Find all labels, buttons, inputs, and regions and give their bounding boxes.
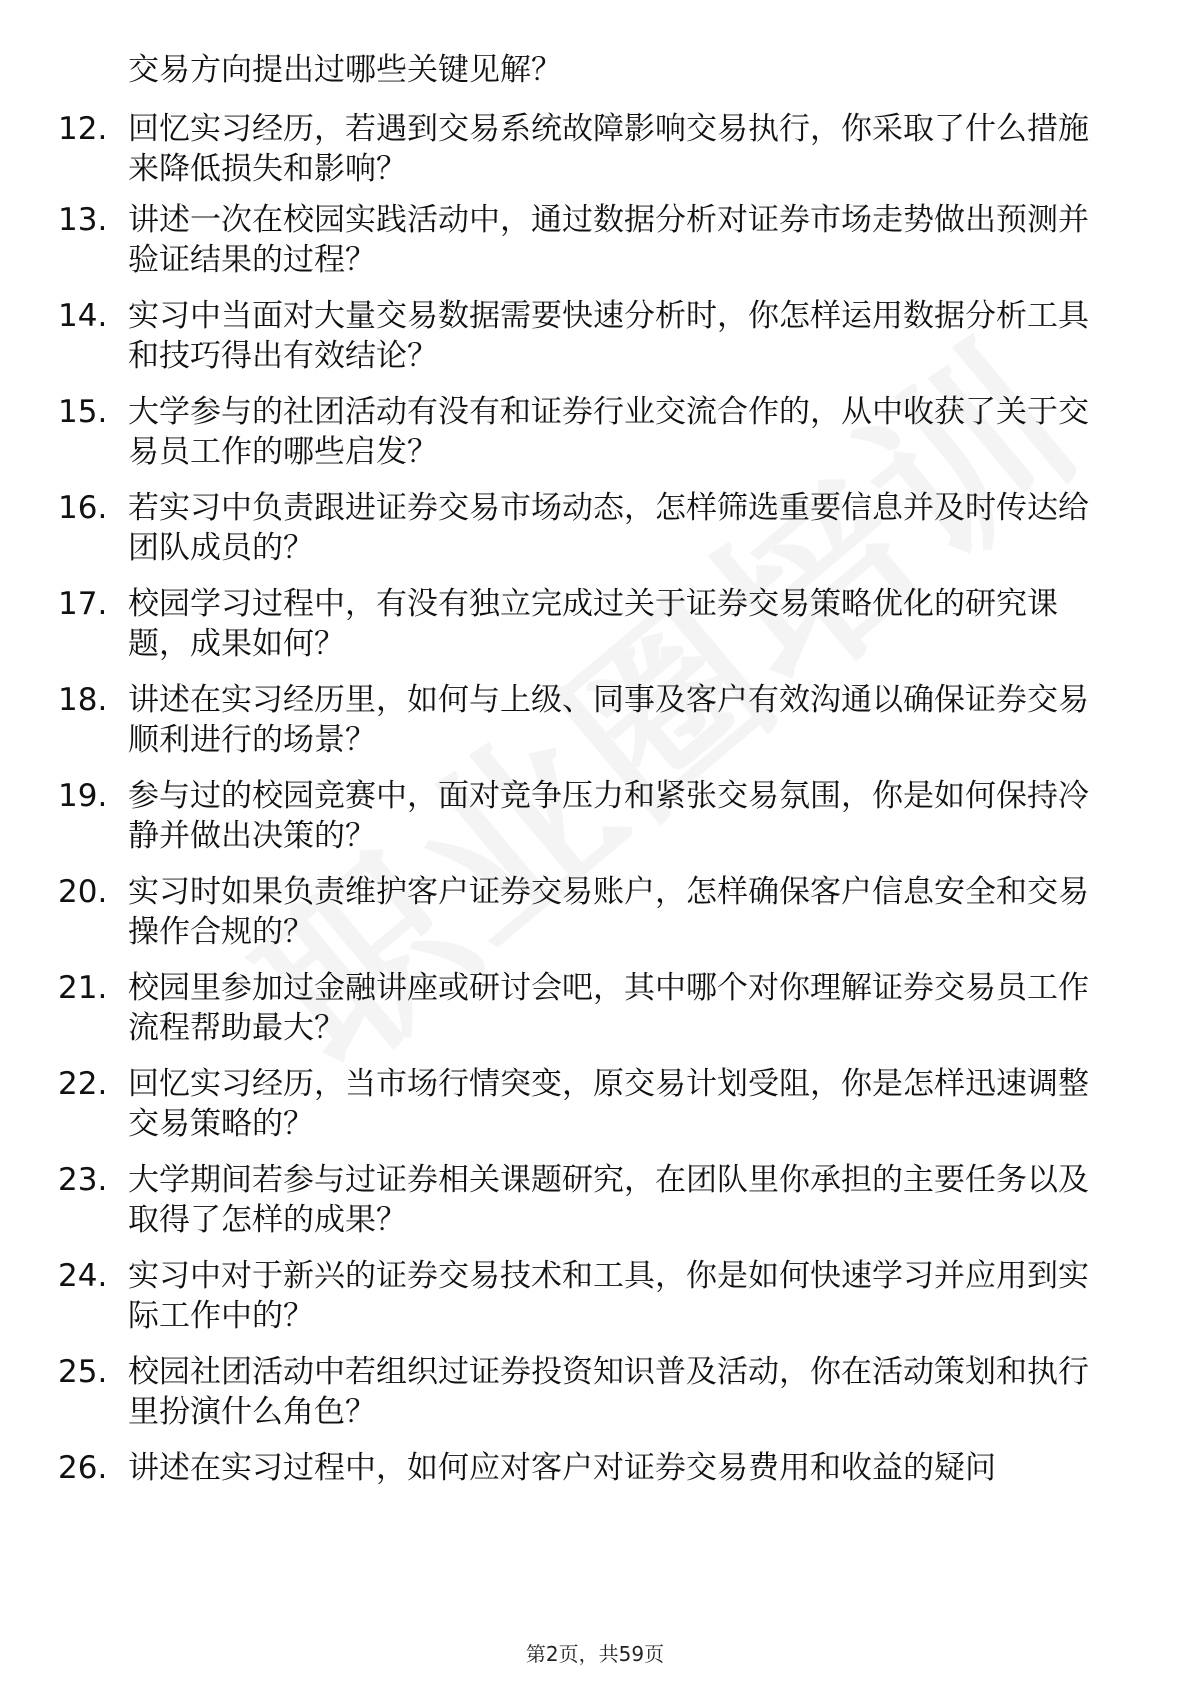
question-text: 讲述在实习经历里，如何与上级、同事及客户有效沟通以确保证券交易顺利进行的场景？ — [128, 682, 1089, 758]
question-text: 回忆实习经历，若遇到交易系统故障影响交易执行，你采取了什么措施来降低损失和影响？ — [128, 111, 1089, 187]
question-text: 回忆实习经历，当市场行情突变，原交易计划受阻，你是怎样迅速调整交易策略的？ — [128, 1066, 1089, 1142]
question-text: 若实习中负责跟进证券交易市场动态，怎样筛选重要信息并及时传达给团队成员的？ — [128, 490, 1089, 566]
question-item — [0, 488, 1190, 576]
question-item — [0, 109, 1190, 197]
question-item — [0, 200, 1190, 288]
question-text: 校园社团活动中若组织过证券投资知识普及活动，你在活动策划和执行里扮演什么角色？ — [128, 1354, 1089, 1430]
question-number: 13. — [58, 202, 108, 238]
question-item — [0, 1256, 1190, 1344]
question-number: 15. — [58, 394, 108, 430]
question-item — [0, 872, 1190, 960]
question-text: 大学参与的社团活动有没有和证券行业交流合作的，从中收获了关于交易员工作的哪些启发？ — [128, 394, 1089, 470]
continued-question-text: 交易方向提出过哪些关键见解？ — [128, 52, 562, 88]
question-text: 参与过的校园竞赛中，面对竞争压力和紧张交易氛围，你是如何保持冷静并做出决策的？ — [128, 778, 1089, 854]
question-item — [0, 1064, 1190, 1152]
question-number: 25. — [58, 1354, 108, 1390]
question-number: 17. — [58, 586, 108, 622]
question-item — [0, 680, 1190, 768]
question-number: 18. — [58, 682, 108, 718]
question-number: 19. — [58, 778, 108, 814]
question-text: 实习时如果负责维护客户证券交易账户，怎样确保客户信息安全和交易操作合规的？ — [128, 874, 1089, 950]
question-text: 校园学习过程中，有没有独立完成过关于证券交易策略优化的研究课题，成果如何？ — [128, 586, 1058, 662]
question-item — [0, 1448, 1190, 1536]
question-item — [0, 1160, 1190, 1248]
question-number: 14. — [58, 298, 108, 334]
question-item — [0, 1352, 1190, 1440]
question-number: 21. — [58, 970, 108, 1006]
question-text: 校园里参加过金融讲座或研讨会吧，其中哪个对你理解证券交易员工作流程帮助最大？ — [128, 970, 1089, 1046]
question-number: 23. — [58, 1162, 108, 1198]
question-number: 16. — [58, 490, 108, 526]
question-number: 12. — [58, 111, 108, 147]
question-text: 实习中当面对大量交易数据需要快速分析时，你怎样运用数据分析工具和技巧得出有效结论？ — [128, 298, 1089, 374]
page-number-footer: 第2页，共59页 — [525, 1642, 665, 1666]
question-number: 24. — [58, 1258, 108, 1294]
question-text: 讲述一次在校园实践活动中，通过数据分析对证券市场走势做出预测并验证结果的过程？ — [128, 202, 1089, 278]
question-item — [0, 392, 1190, 480]
question-item — [0, 776, 1190, 864]
question-item — [0, 968, 1190, 1056]
question-number: 22. — [58, 1066, 108, 1102]
question-text: 大学期间若参与过证券相关课题研究，在团队里你承担的主要任务以及取得了怎样的成果？ — [128, 1162, 1089, 1238]
question-item — [0, 296, 1190, 384]
question-text: 讲述在实习过程中，如何应对客户对证券交易费用和收益的疑问 — [128, 1450, 996, 1486]
question-number: 20. — [58, 874, 108, 910]
question-number: 26. — [58, 1450, 108, 1486]
question-item — [0, 584, 1190, 672]
question-text: 实习中对于新兴的证券交易技术和工具，你是如何快速学习并应用到实际工作中的？ — [128, 1258, 1089, 1334]
